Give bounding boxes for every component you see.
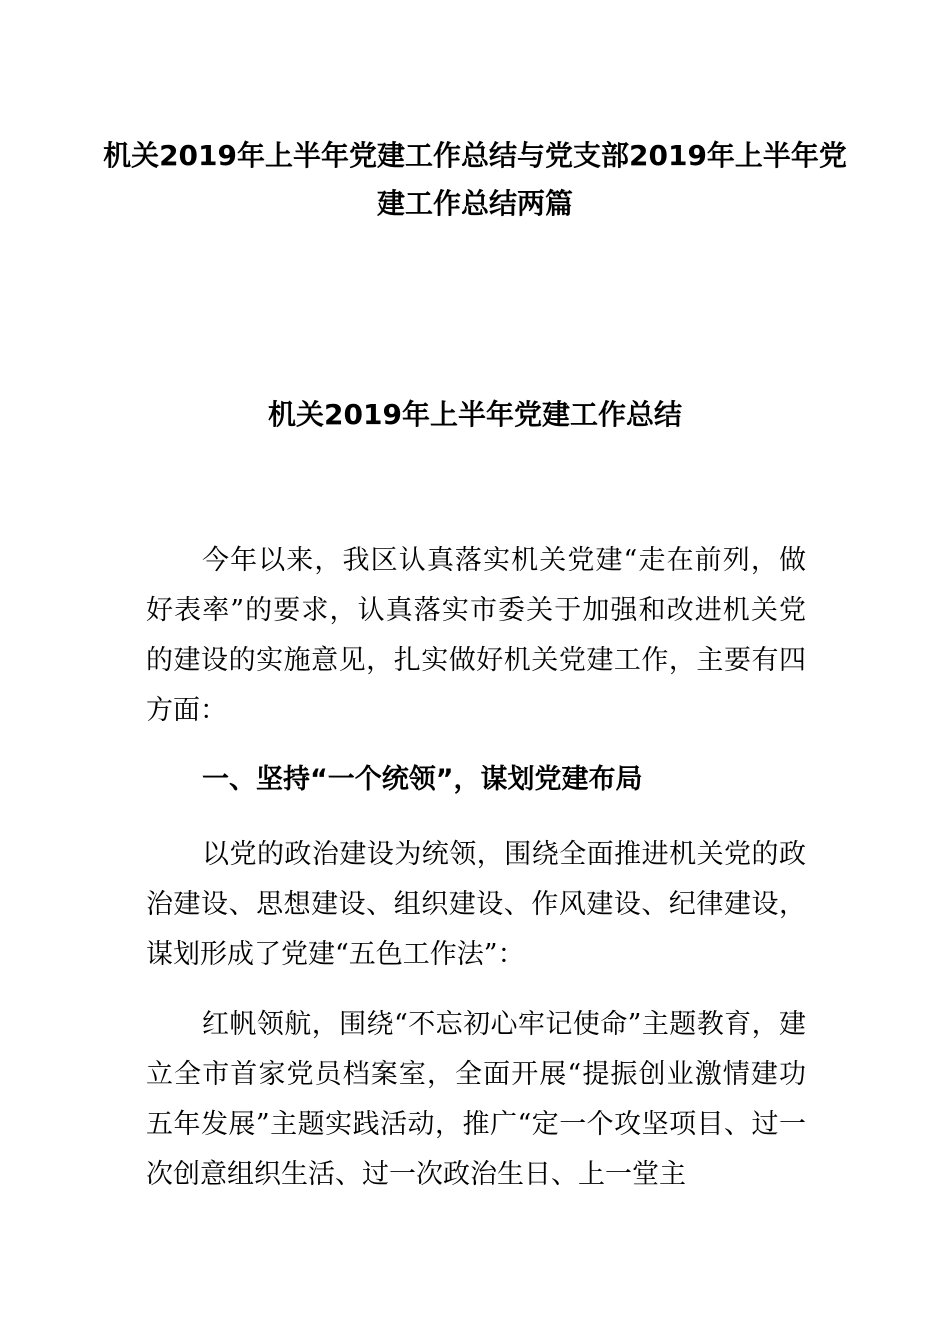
section-title: 机关2019年上半年党建工作总结 [268,398,682,431]
heading-1: 一、坚持“一个统领”，谋划党建布局 [202,764,643,795]
paragraph-3: 红帆领航，围绕“不忘初心牢记使命”主题教育，建立全市首家党员档案室，全面开展“提振创业激情建功五年发展”主题实践活动，推广“定一个攻坚项目、过一次创意组织生活、过一次政治生日、上一堂主 [146,1009,806,1190]
intro-paragraph: 今年以来，我区认真落实机关党建“走在前列，做好表率”的要求，认真落实市委关于加强和改进机关党的建设的实施意见，扎实做好机关党建工作，主要有四方面： [146,545,806,726]
paragraph-2: 以党的政治建设为统领，围绕全面推进机关党的政治建设、思想建设、组织建设、作风建设、纪律建设，谋划形成了党建“五色工作法”： [146,839,806,970]
document-main-title: 机关2019年上半年党建工作总结与党支部2019年上半年党建工作总结两篇 [103,139,847,220]
